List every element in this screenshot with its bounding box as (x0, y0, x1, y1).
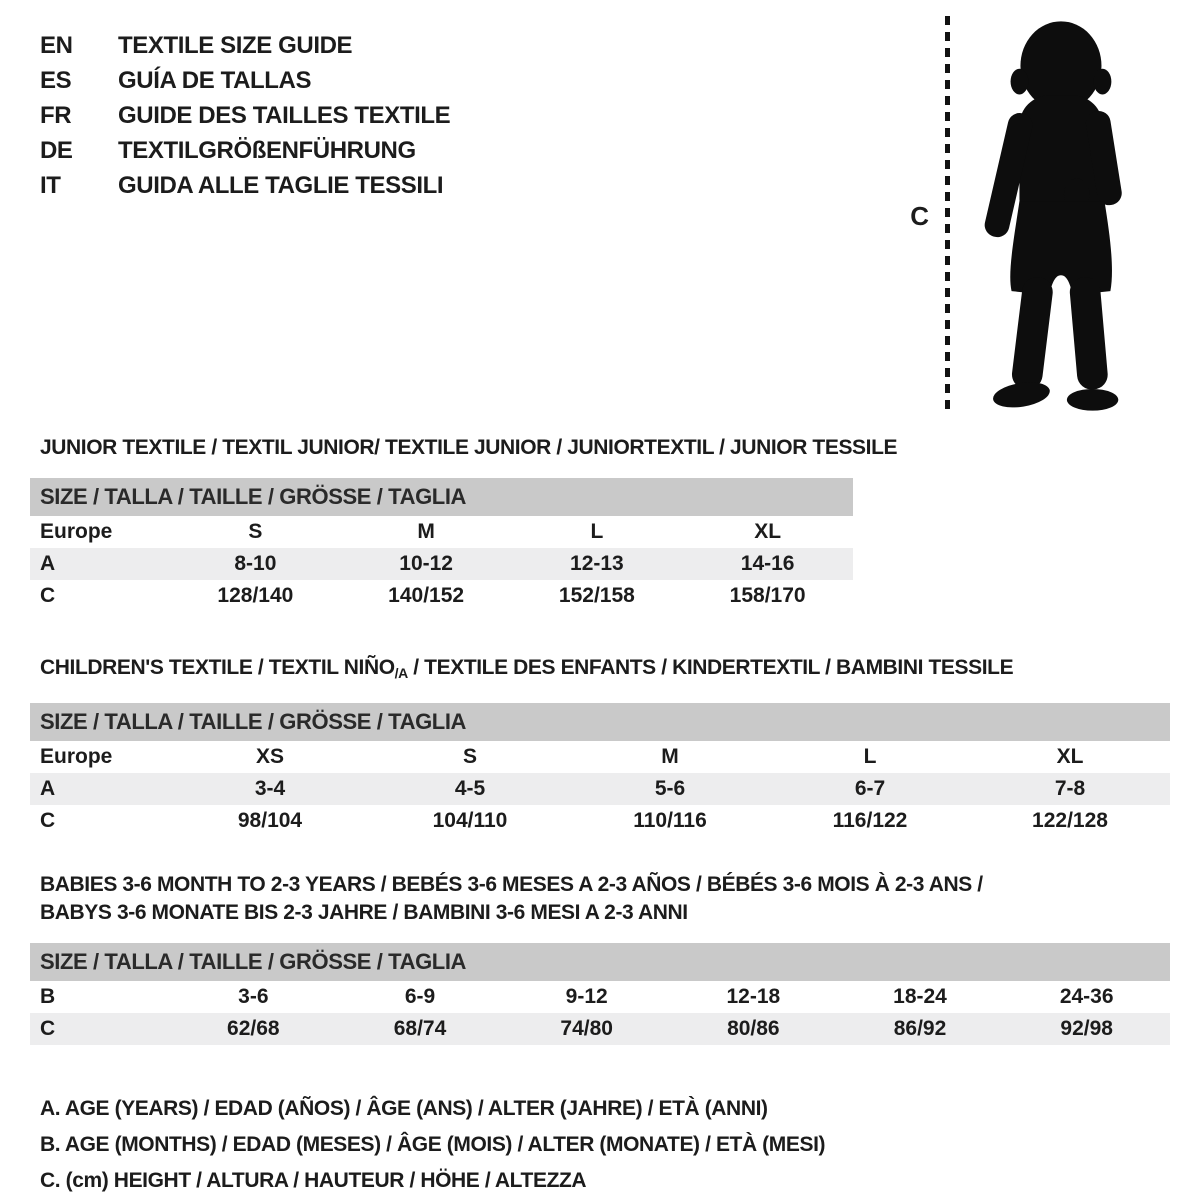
heading-text: / TEXTILE DES ENFANTS / KINDERTEXTIL / BAMBINI TESSILE (407, 656, 1014, 679)
table-row-height (30, 805, 1170, 837)
section-junior-textile (30, 434, 1170, 612)
guide-title-it: GUIDA ALLE TAGLIE TESSILI (118, 172, 444, 199)
size-cell: L (863, 745, 877, 768)
age-cell: 3-4 (254, 777, 286, 800)
row-label: A (40, 777, 56, 800)
height-cell: 104/110 (432, 809, 508, 832)
guide-title-fr: GUIDE DES TAILLES TEXTILE (118, 102, 451, 129)
height-cell: 80/86 (727, 1017, 780, 1040)
junior-size-table (30, 478, 853, 612)
size-band-header: SIZE / TALLA / TAILLE / GRÖSSE / TAGLIA (30, 943, 1170, 981)
babies-section-heading-line2: BABYS 3-6 MONATE BIS 2-3 JAHRE / BAMBINI 3-6 MESI A 2-3 ANNI (40, 901, 688, 924)
table-row-europe (30, 516, 853, 548)
language-code: FR (40, 102, 72, 129)
childrens-section-heading (40, 654, 1170, 687)
toddler-silhouette-icon (974, 16, 1142, 416)
guide-title-de: TEXTILGRÖßENFÜHRUNG (118, 137, 416, 164)
months-cell: 9-12 (565, 985, 608, 1008)
age-cell: 8-10 (234, 552, 277, 575)
section-babies-textile (30, 871, 1170, 1045)
height-cell: 152/158 (558, 584, 635, 607)
language-row-fr (40, 98, 450, 133)
height-cell: 128/140 (217, 584, 294, 607)
size-cell: XS (255, 745, 284, 768)
height-dashed-line (945, 16, 950, 416)
height-cell: 98/104 (237, 809, 303, 832)
language-row-it (40, 168, 450, 203)
row-label: A (40, 552, 56, 575)
row-label: B (40, 985, 56, 1008)
size-cell: XL (1056, 745, 1084, 768)
header-area (0, 0, 1200, 420)
childrens-size-table (30, 703, 1170, 837)
row-label: Europe (40, 520, 113, 543)
height-cell: 116/122 (832, 809, 908, 832)
legend-height-cm: C. (cm) HEIGHT / ALTURA / HAUTEUR / HÖHE / ALTEZZA (40, 1169, 587, 1192)
language-title-list (40, 28, 450, 203)
height-cell: 62/68 (227, 1017, 280, 1040)
height-cell: 110/116 (633, 809, 707, 832)
language-code: EN (40, 32, 73, 59)
language-code: IT (40, 172, 61, 199)
table-row-height (30, 580, 853, 612)
guide-title-es: GUÍA DE TALLAS (118, 67, 312, 94)
row-label: C (40, 584, 56, 607)
junior-section-heading: JUNIOR TEXTILE / TEXTIL JUNIOR/ TEXTILE JUNIOR / JUNIORTEXTIL / JUNIOR TESSILE (40, 436, 898, 459)
size-band-header: SIZE / TALLA / TAILLE / GRÖSSE / TAGLIA (30, 703, 1170, 741)
months-cell: 18-24 (893, 985, 947, 1008)
row-label: Europe (40, 745, 113, 768)
age-cell: 12-13 (570, 552, 624, 575)
babies-size-table (30, 943, 1170, 1045)
height-cell: 74/80 (560, 1017, 613, 1040)
age-cell: 6-7 (854, 777, 886, 800)
legend-age-months: B. AGE (MONTHS) / EDAD (MESES) / ÂGE (MOIS) / ALTER (MONATE) / ETÀ (MESI) (40, 1133, 826, 1156)
language-row-de (40, 133, 450, 168)
size-cell: S (462, 745, 477, 768)
heading-text: CHILDREN'S TEXTILE / TEXTIL NIÑO (40, 656, 395, 679)
months-cell: 6-9 (404, 985, 436, 1008)
size-cell: L (590, 520, 604, 543)
table-row-months (30, 981, 1170, 1013)
height-cell: 122/128 (1032, 809, 1108, 832)
size-cell: XL (754, 520, 782, 543)
height-cell: 158/170 (729, 584, 806, 607)
size-band-header: SIZE / TALLA / TAILLE / GRÖSSE / TAGLIA (30, 478, 853, 516)
months-cell: 3-6 (238, 985, 269, 1008)
measure-c-label: C (910, 200, 929, 231)
age-cell: 14-16 (740, 552, 795, 575)
size-cell: M (661, 745, 679, 768)
age-cell: 7-8 (1054, 777, 1086, 800)
heading-subscript: /A (394, 665, 408, 681)
age-cell: 10-12 (399, 552, 453, 575)
section-childrens-textile (30, 654, 1170, 837)
language-code: DE (40, 137, 73, 164)
months-cell: 12-18 (726, 985, 781, 1008)
legend-age-years: A. AGE (YEARS) / EDAD (AÑOS) / ÂGE (ANS) / ALTER (JAHRE) / ETÀ (ANNI) (40, 1097, 768, 1120)
height-cell: 86/92 (893, 1017, 947, 1040)
table-row-europe (30, 741, 1170, 773)
table-row-age (30, 548, 853, 580)
measurement-legend (40, 1091, 1170, 1199)
table-row-height (30, 1013, 1170, 1045)
height-cell: 140/152 (388, 584, 465, 607)
months-cell: 24-36 (1059, 985, 1114, 1008)
row-label: C (40, 1017, 56, 1040)
guide-title-en: TEXTILE SIZE GUIDE (118, 32, 353, 59)
babies-section-heading-line1: BABIES 3-6 MONTH TO 2-3 YEARS / BEBÉS 3-6 MESES A 2-3 AÑOS / BÉBÉS 3-6 MOIS À 2-3 ANS / (40, 873, 983, 896)
height-cell: 68/74 (393, 1017, 447, 1040)
age-cell: 4-5 (454, 777, 486, 800)
height-cell: 92/98 (1060, 1017, 1113, 1040)
height-measure-figure (910, 16, 1142, 416)
language-row-es (40, 63, 450, 98)
age-cell: 5-6 (654, 777, 686, 800)
table-row-age (30, 773, 1170, 805)
size-cell: S (248, 520, 263, 543)
language-code: ES (40, 67, 72, 94)
row-label: C (40, 809, 56, 832)
language-row-en (40, 28, 450, 63)
size-cell: M (417, 520, 435, 543)
